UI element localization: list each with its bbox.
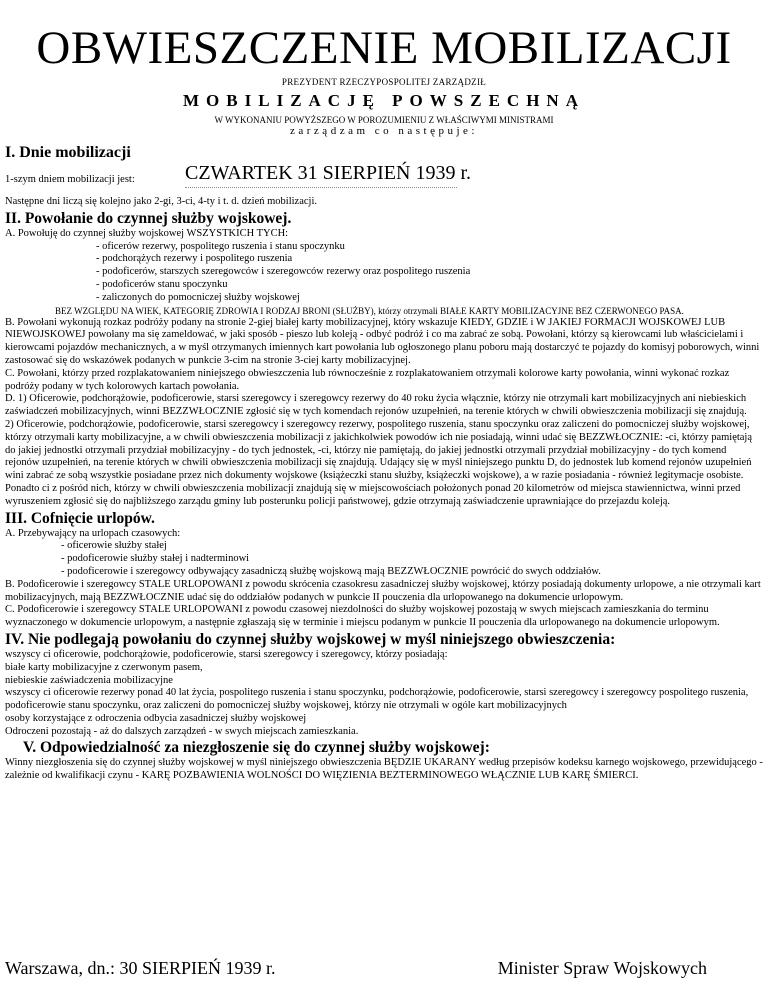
section-2-d2: 2) Oficerowie, podchorążowie, podoficerowie, starsi szeregowcy i szeregowcy rezerwy, pospolitego ruszenia, stanu spoczynku oraz zaliczeni do pomocniczej służby wojskowej, którzy otrzymali karty mobilizacyjne, a w chwili obwieszczenia mobilizacji z jakichkolwiek powodów ich nie posiadają, winni udać się BEZZWŁOCZNIE: -ci, którzy pamiętają do jakiej jednostki otrzymali przydział mobilizacyjny - do tych jednostek, -ci, którzy nie pamiętają, do jakiej jednostki otrzymali przydział mobilizacyjny - do tych komend rejonów uzupełnień, na terenie których w chwili obwieszczenia mobilizacji się znajdują. Udający się w myśl niniejszego punktu D, do jednostek lub komend rejonów uzupełnień wini zabrać ze sobą wszystkie posiadane przez nich dokumenty wojskowe (książeczki stanu służby, książeczki wojskowe), a w razie posiadania - również legitymacje osobiste. Ponadto ci z pośród nich, którzy w chwili obwieszczenia mobilizacji znajdują się w miejscowościach położonych ponad 20 kilometrów od miejsca stawiennictwa, winni przed wyruszeniem zgłosić się do najbliższego zarządu gminy lub posterunku policji państwowej, gdzie otrzymają zaświadczenie uprawniające do przejazdu koleją. [5, 418, 753, 507]
section-3-c: C. Podoficerowie i szeregowcy STALE URLOPOWANI z powodu czasowej niezdolności do służby wojskowej pozostają w swych miejscach zamieszkania do terminu wyznaczonego w dokumencie urlopowym, a następnie zgłaszają się w terminie i miejscu podanym w punkcie II pouczenia dla urlopowanego na dokumencie urlopowym. [5, 604, 720, 629]
list-item: - podoficerowie służby stałej i nadterminowi [61, 553, 250, 565]
mobilization-day-date: CZWARTEK 31 SIERPIEŃ 1939 r. [185, 162, 457, 188]
section-3-heading: III. Cofnięcie urlopów. [5, 509, 155, 527]
list-item: - podoficerów stanu spoczynku [96, 278, 228, 290]
document-title: OBWIESZCZENIE MOBILIZACJI [36, 22, 732, 74]
section-2-a-intro: A. Powołuję do czynnej służby wojskowej WSZYSTKICH TYCH: [5, 227, 289, 239]
section-4-heading: IV. Nie podlegają powołaniu do czynnej służby wojskowej w myśl niniejszego obwieszczenia: [5, 630, 616, 648]
list-item: wszyscy ci oficerowie, podchorążowie, podoficerowie, starsi szeregowcy i szeregowcy, którzy posiadają: [5, 648, 448, 660]
authority-line: W WYKONANIU POWYŻSZEGO W POROZUMIENIU Z WŁAŚCIWYMI MINISTRAMI [214, 115, 554, 125]
list-item: Odroczeni pozostają - aż do dalszych zarządzeń - w swych miejscach zamieszkania. [5, 725, 359, 737]
footer [5, 958, 763, 979]
list-item: niebieskie zaświadczenia mobilizacyjne [5, 674, 173, 686]
section-1-heading: I. Dnie mobilizacji [5, 144, 131, 161]
section-5-heading: V. Odpowiedzialność za niezgłoszenie się do czynnej służby wojskowej: [23, 739, 490, 757]
section-2-a-outro: BEZ WZGLĘDU NA WIEK, KATEGORIĘ ZDROWIA I RODZAJ BRONI (SŁUŻBY), którzy otrzymali BIAŁE KARTY MOBILIZACYJNE BEZ CZERWONEGO PASA. [55, 305, 684, 316]
section-3-b: B. Podoficerowie i szeregowcy STALE URLOPOWANI z powodu skrócenia czasokresu zasadniczej służby wojskowej, którzy posiadają dokumenty urlopowe, a nie otrzymali kart mobilizacyjnych, mają BEZZWŁOCZNIE udać się do oddziałów podanych w punkcie II pouczenia dla urlopowanego na dokumencie urlopowym. [5, 578, 761, 603]
list-item: białe karty mobilizacyjne z czerwonym pasem, [5, 661, 203, 673]
section-2-b: B. Powołani wykonują rozkaz podróży podany na stronie 2-giej białej karty mobilizacyjnej, który wskazuje KIEDY, GDZIE i W JAKIEJ FORMACJI WOJSKOWEJ LUB NIEWOJSKOWEJ powołany ma się zameldować, w jaki sposób - pieszo lub koleją - odbyć podróż i co ma zabrać ze sobą. Powołani, którzy są kierowcami lub właścicielami i kierowcami pojazdów mechanicznych, a w myśl otrzymanych imiennych kart powołania lub ogłoszonego planu poboru mają dostarczyć te pojazdy do komisyj poborowych, winni zastosować się do wskazówek podanych w punkcie 3-cim na stronie 3-ciej karty mobilizacyjnej. [5, 316, 760, 366]
order-line: zarządzam co następuje: [290, 125, 478, 137]
mobilization-day-label: 1-szym dniem mobilizacji jest: [5, 174, 135, 185]
section-1-note: Następne dni liczą się kolejno jako 2-gi, 3-ci, 4-ty i t. d. dzień mobilizacji. [5, 196, 317, 207]
list-item: - zaliczonych do pomocniczej służby wojskowej [96, 291, 300, 303]
section-3-a-intro: A. Przebywający na urlopach czasowych: [5, 527, 181, 539]
list-item: - oficerowie służby stałej [61, 540, 167, 552]
signature: Minister Spraw Wojskowych [497, 958, 707, 978]
list-item: - podoficerowie i szeregowcy odbywający zasadniczą służbę wojskową mają BEZZWŁOCZNIE powrócić do swych oddziałów. [61, 565, 601, 577]
list-item: - podchorążych rezerwy i pospolitego ruszenia [96, 253, 293, 265]
notice-page [5, 0, 763, 783]
decree-line: PREZYDENT RZECZYPOSPOLITEJ ZARZĄDZIŁ [281, 77, 487, 87]
section-5-text: Winny niezgłoszenia się do czynnej służby wojskowej w myśl niniejszego obwieszczenia BĘDZIE UKARANY według przepisów kodeksu karnego wojskowego, przewidującego - zależnie od kwalifikacji czynu - KARĘ POZBAWIENIA WOLNOŚCI DO WIĘZIENIA BEZTERMINOWEGO WŁĄCZNIE LUB KARĘ ŚMIERCI. [5, 757, 763, 782]
place-date: Warszawa, dn.: 30 SIERPIEŃ 1939 r. [5, 958, 276, 978]
list-item: osoby korzystające z odroczenia odbycia zasadniczej służby wojskowej [5, 712, 307, 724]
mobilization-banner: MOBILIZACJĘ POWSZECHNĄ [183, 91, 585, 110]
section-2-d1: D. 1) Oficerowie, podchorążowie, podoficerowie, starsi szeregowcy i szeregowcy rezerwy do 40 roku życia włącznie, którzy nie otrzymali kart mobilizacyjnych ani niebieskich zaświadczeń mobilizacyjnych, winni BEZZWŁOCZNIE zgłosić się w tych komendach rejonów uzupełnień, na terenie których w chwili obwieszczenia mobilizacji się znajdują. [5, 393, 747, 418]
mobilization-day-row [5, 162, 763, 188]
list-item: wszyscy ci oficerowie rezerwy ponad 40 lat życia, pospolitego ruszenia i stanu spoczynku, podchorążowie, podoficerowie, starsi szeregowcy i szeregowcy pospolitego ruszenia, podoficerowie stanu spoczynku, oraz zaliczeni do pomocniczej służby wojskowej, którzy nie otrzymali w ogóle kart mobilizacyjnych [5, 687, 749, 712]
list-item: - podoficerów, starszych szeregowców i szeregowców rezerwy oraz pospolitego ruszenia [96, 266, 471, 278]
list-item: - oficerów rezerwy, pospolitego ruszenia i stanu spoczynku [96, 240, 345, 252]
section-2-c: C. Powołani, którzy przed rozplakatowaniem niniejszego obwieszczenia lub równocześnie z rozplakatowaniem otrzymali kolorowe karty powołania, winni wykonać rozkaz podróży podany w tych kolorowych kartach powołania. [5, 367, 730, 392]
section-2-heading: II. Powołanie do czynnej służby wojskowej. [5, 209, 292, 227]
